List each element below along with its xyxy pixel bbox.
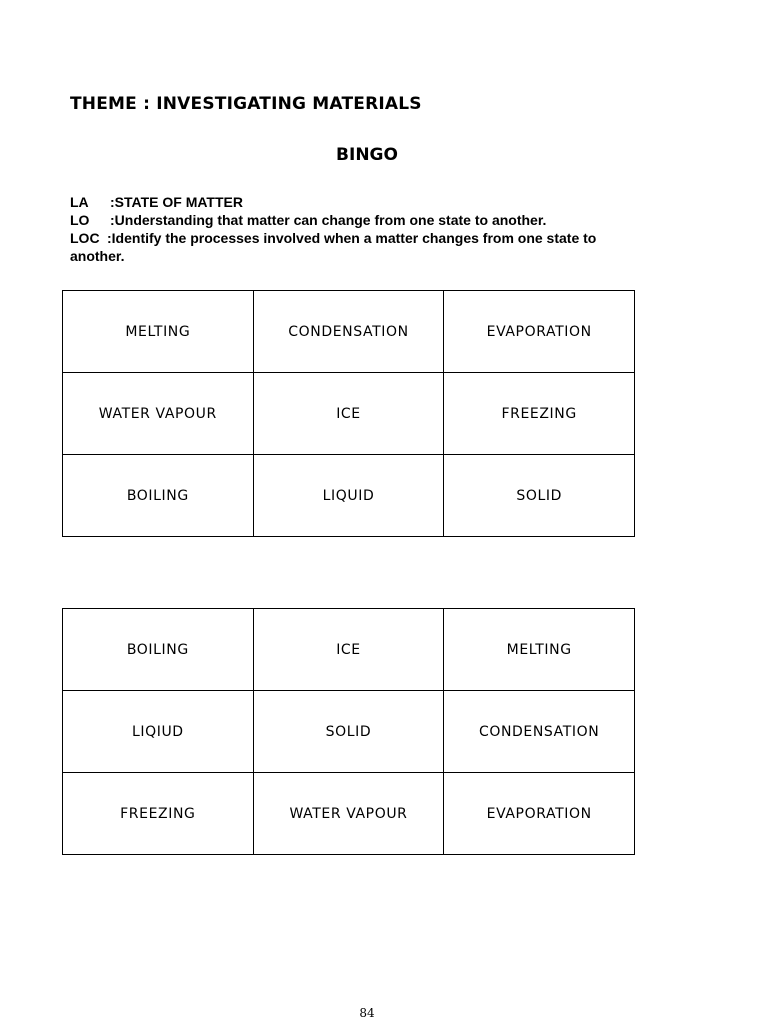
loc-key: LOC bbox=[70, 230, 100, 246]
table-row bbox=[63, 691, 635, 773]
bingo-cell: LIQUID bbox=[253, 455, 444, 537]
bingo-cell: CONDENSATION bbox=[253, 291, 444, 373]
loc-continuation: another. bbox=[70, 248, 125, 264]
bingo-cell: FREEZING bbox=[444, 373, 635, 455]
table-row bbox=[63, 373, 635, 455]
bingo-cell: EVAPORATION bbox=[444, 291, 635, 373]
bingo-cell: BOILING bbox=[63, 609, 254, 691]
bingo-card-1 bbox=[62, 290, 635, 537]
bingo-cell: LIQIUD bbox=[63, 691, 254, 773]
bingo-cell: WATER VAPOUR bbox=[63, 373, 254, 455]
table-row bbox=[63, 455, 635, 537]
loc-value: :Identify the processes involved when a matter changes from one state to bbox=[107, 230, 597, 246]
learning-objectives bbox=[70, 193, 670, 265]
bingo-cell: SOLID bbox=[444, 455, 635, 537]
lo-value: :Understanding that matter can change from one state to another. bbox=[110, 212, 547, 228]
theme-heading: THEME : INVESTIGATING MATERIALS bbox=[70, 94, 422, 114]
la-row bbox=[70, 193, 670, 211]
bingo-cell: FREEZING bbox=[63, 773, 254, 855]
bingo-cell: BOILING bbox=[63, 455, 254, 537]
bingo-cell: CONDENSATION bbox=[444, 691, 635, 773]
bingo-cell: SOLID bbox=[253, 691, 444, 773]
bingo-title: BINGO bbox=[336, 145, 398, 165]
bingo-cell: ICE bbox=[253, 609, 444, 691]
page-number: 84 bbox=[359, 1006, 375, 1020]
bingo-cell: ICE bbox=[253, 373, 444, 455]
table-row bbox=[63, 773, 635, 855]
bingo-cell: EVAPORATION bbox=[444, 773, 635, 855]
table-row bbox=[63, 291, 635, 373]
bingo-card-2 bbox=[62, 608, 635, 855]
bingo-cell: MELTING bbox=[63, 291, 254, 373]
loc-row bbox=[70, 229, 670, 247]
table-row bbox=[63, 609, 635, 691]
bingo-cell: MELTING bbox=[444, 609, 635, 691]
lo-row bbox=[70, 211, 670, 229]
lo-key: LO bbox=[70, 212, 90, 228]
la-key: LA bbox=[70, 194, 89, 210]
bingo-cell: WATER VAPOUR bbox=[253, 773, 444, 855]
la-value: :STATE OF MATTER bbox=[110, 194, 243, 210]
